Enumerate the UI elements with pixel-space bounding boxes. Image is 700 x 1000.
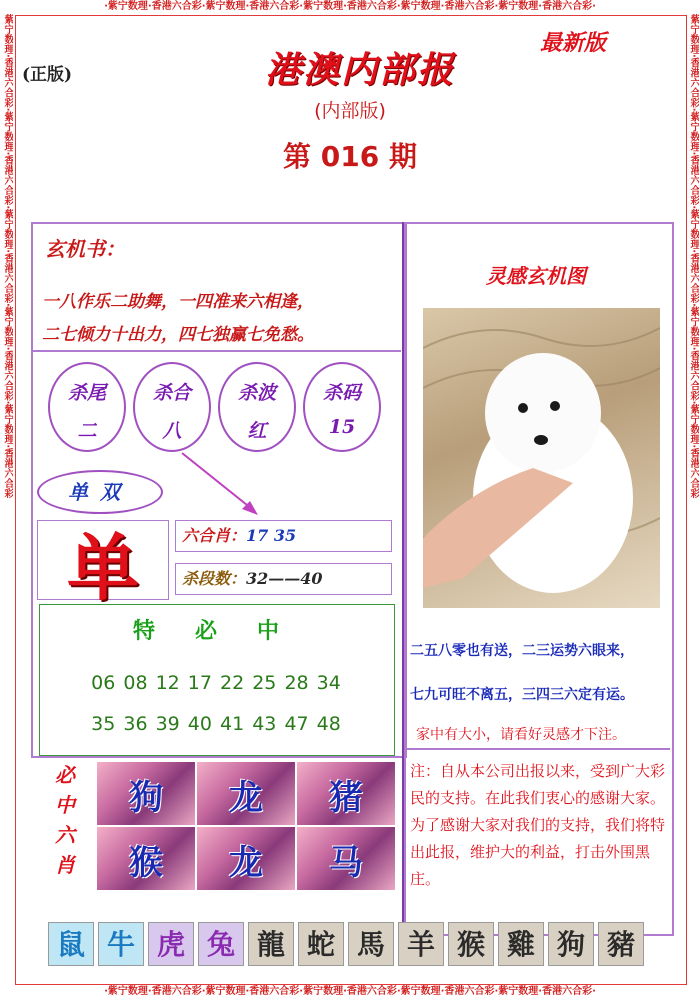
zodiac-rooster: 雞 bbox=[498, 922, 544, 966]
riddle-line-1: 一八作乐二助舞，一四准来六相逢， bbox=[42, 292, 314, 312]
zodiac-tile bbox=[97, 762, 195, 825]
divider bbox=[406, 748, 670, 750]
big-char: 单 bbox=[66, 525, 139, 610]
zodiac-tile bbox=[97, 827, 195, 890]
zodiac-monkey: 猴 bbox=[448, 922, 494, 966]
kill-he-oval bbox=[133, 362, 211, 452]
zodiac-dragon: 龍 bbox=[248, 922, 294, 966]
arrow-icon bbox=[170, 445, 270, 525]
zodiac-tile bbox=[197, 827, 295, 890]
kill-code-oval bbox=[303, 362, 381, 452]
zodiac-tiger: 虎 bbox=[148, 922, 194, 966]
page-title: 港澳内部报 bbox=[264, 49, 455, 91]
zodiac-tile-text: 猪 bbox=[329, 778, 363, 818]
zodiac-bar bbox=[48, 922, 658, 966]
edition-label: (正版) bbox=[22, 65, 73, 85]
six-he-box bbox=[175, 520, 392, 552]
zodiac-tile bbox=[297, 827, 395, 890]
oval-label: 杀波 bbox=[237, 382, 276, 404]
zodiac-tile bbox=[197, 762, 295, 825]
kill-segment-label: 杀段数： bbox=[182, 569, 247, 588]
reminder-note: 家中有大小，请看好灵感才下注。 bbox=[416, 727, 626, 743]
inspiration-title: 灵感玄机图 bbox=[486, 264, 586, 288]
kill-wave-oval bbox=[218, 362, 296, 452]
kill-tail-oval bbox=[48, 362, 126, 452]
zodiac-snake: 蛇 bbox=[298, 922, 344, 966]
odd-even-oval: 单双 bbox=[37, 470, 163, 514]
zodiac-tile-text: 狗 bbox=[129, 778, 163, 818]
issue-number: 第 016 期 bbox=[283, 140, 417, 173]
zodiac-tile-text: 龙 bbox=[229, 843, 263, 883]
puppy-photo bbox=[423, 308, 660, 608]
border-right-text: 紫宁数理·香港六合彩·紫宁数理·香港六合彩·紫宁数理·香港六合彩·紫宁数理·香港六合彩·紫宁数理·香港六合彩 bbox=[688, 14, 699, 499]
riddle-title: 玄机书： bbox=[45, 237, 125, 261]
zodiac-rat: 鼠 bbox=[48, 922, 94, 966]
zodiac-pig: 豬 bbox=[598, 922, 644, 966]
zodiac-rabbit: 兔 bbox=[198, 922, 244, 966]
oval-value: 红 bbox=[247, 420, 267, 442]
kill-segment-box bbox=[175, 563, 392, 595]
six-he-label: 六合肖： bbox=[182, 526, 247, 545]
oval-value: 八 bbox=[162, 420, 182, 442]
panel-divider bbox=[402, 222, 404, 934]
special-number-title: 特必中 bbox=[132, 618, 319, 644]
page-subtitle: (内部版) bbox=[314, 100, 386, 122]
oval-label: 杀合 bbox=[152, 382, 191, 404]
zodiac-tile bbox=[297, 762, 395, 825]
border-left-text: 紫宁数理·香港六合彩·紫宁数理·香港六合彩·紫宁数理·香港六合彩·紫宁数理·香港六合彩·紫宁数理·香港六合彩 bbox=[2, 14, 13, 499]
zodiac-dog: 狗 bbox=[548, 922, 594, 966]
kill-segment-value: 32——40 bbox=[246, 569, 323, 588]
riddle-line-2: 二七倾力十出力，四七独赢七免愁。 bbox=[42, 325, 314, 345]
zodiac-tile-text: 龙 bbox=[229, 778, 263, 818]
notice-paragraph: 注：自从本公司出报以来，受到广大彩民的支持。在此我们衷心的感谢大家。为了感谢大家对我们的支持，我们将特出此报，维护大的利益，打击外围黑庄。 bbox=[410, 762, 666, 888]
zodiac-goat: 羊 bbox=[398, 922, 444, 966]
six-zodiac-label: 必中六肖 bbox=[55, 763, 75, 877]
oval-value: 二 bbox=[77, 420, 97, 442]
number-row-2: 35 36 39 40 41 43 47 48 bbox=[91, 713, 341, 735]
zodiac-horse: 馬 bbox=[348, 922, 394, 966]
zodiac-ox: 牛 bbox=[98, 922, 144, 966]
zodiac-tile-text: 猴 bbox=[129, 843, 163, 883]
border-top-text: ·紫宁数理·香港六合彩·紫宁数理·香港六合彩·紫宁数理·香港六合彩·紫宁数理·香港六合彩·紫宁数理·香港六合彩· bbox=[104, 1, 596, 12]
number-row-1: 06 08 12 17 22 25 28 34 bbox=[91, 672, 341, 694]
zodiac-photo-grid bbox=[97, 762, 394, 890]
oval-label: 杀尾 bbox=[67, 382, 106, 404]
zodiac-tile-text: 马 bbox=[329, 843, 363, 883]
oval-label: 杀码 bbox=[322, 382, 361, 404]
poem-line-1: 二五八零也有送，二三运势六眼来， bbox=[410, 643, 634, 659]
poem-line-2: 七九可旺不离五，三四三六定有运。 bbox=[410, 687, 634, 703]
border-bottom-text: ·紫宁数理·香港六合彩·紫宁数理·香港六合彩·紫宁数理·香港六合彩·紫宁数理·香港六合彩·紫宁数理·香港六合彩· bbox=[104, 986, 596, 997]
puppy-illustration bbox=[423, 308, 660, 608]
divider bbox=[33, 350, 401, 352]
oval-value: 15 bbox=[328, 416, 356, 438]
latest-edition-label: 最新版 bbox=[540, 30, 607, 56]
six-he-value: 17 35 bbox=[246, 526, 297, 545]
